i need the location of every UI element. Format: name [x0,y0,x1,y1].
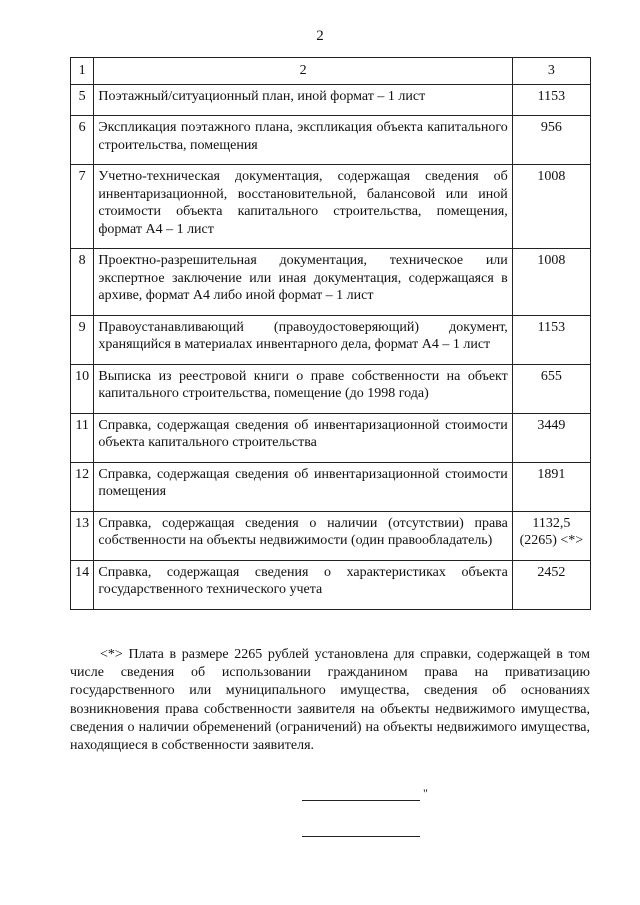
row-number: 5 [71,84,94,116]
row-price: 1153 [512,84,590,116]
row-price: 1008 [512,249,590,316]
signature-line [302,836,420,837]
table-header-row [71,58,591,85]
header-col-1: 1 [71,58,94,85]
table-row [71,462,591,511]
table-row [71,560,591,609]
row-price: 1153 [512,315,590,364]
row-description: Учетно-техническая документация, содержащая сведения об инвентаризационной, восстановительной, балансовой или иной стоимости объекта капитального строительства, помещения, формат А4 – 1 лист [94,165,512,249]
row-number: 7 [71,165,94,249]
row-description: Справка, содержащая сведения о наличии (отсутствии) права собственности на объекты недвижимости (один правообладатель) [94,511,512,560]
row-description: Правоустанавливающий (правоудостоверяющий) документ, хранящийся в материалах инвентарного дела, формат А4 – 1 лист [94,315,512,364]
row-price: 956 [512,116,590,165]
row-price: 1132,5 [532,515,571,531]
signature-line [302,800,420,801]
row-price: 2452 [512,560,590,609]
page-number: 2 [316,28,324,44]
row-description: Справка, содержащая сведения о характеристиках объекта государственного технического учета [94,560,512,609]
row-description: Поэтажный/ситуационный план, иной формат – 1 лист [94,84,512,116]
table-row [71,116,591,165]
row-price-extra: (2265) <*> [519,533,584,548]
row-price: 3449 [512,413,590,462]
table-row [71,413,591,462]
table-row [71,249,591,316]
row-number: 12 [71,462,94,511]
row-number: 10 [71,364,94,413]
header-col-3: 3 [512,58,590,85]
header-col-2: 2 [94,58,512,85]
row-price: 1891 [512,462,590,511]
row-number: 6 [71,116,94,165]
row-price: 655 [512,364,590,413]
table-row [71,84,591,116]
row-description: Выписка из реестровой книги о праве собственности на объект капитального строительства, помещение (до 1998 года) [94,364,512,413]
closing-quote-mark: " [423,786,428,800]
row-number: 14 [71,560,94,609]
row-description: Проектно-разрешительная документация, техническое или экспертное заключение или иная документация, содержащаяся в архиве, формат А4 либо иной формат – 1 лист [94,249,512,316]
table-row [71,315,591,364]
row-description: Справка, содержащая сведения об инвентаризационной стоимости помещения [94,462,512,511]
row-price: 1008 [512,165,590,249]
row-price-cell [512,511,590,560]
table-row [71,165,591,249]
footnote: <*> Плата в размере 2265 рублей установлена для справки, содержащей в том числе сведения об использовании гражданином права на приватизацию государственного или муниципального имущества, сведения об основаниях возникновения права собственности заявителя на объекты недвижимого имущества, сведения о наличии обременений (ограничений) на объекты недвижимого имущества, находящиеся в собственности заявителя. [70,647,590,754]
fee-table [70,57,591,610]
row-description: Экспликация поэтажного плана, экспликация объекта капитального строительства, помещения [94,116,512,165]
row-description: Справка, содержащая сведения об инвентаризационной стоимости объекта капитального строительства [94,413,512,462]
row-number: 13 [71,511,94,560]
table-row [71,364,591,413]
row-number: 8 [71,249,94,316]
row-number: 11 [71,413,94,462]
table-row [71,511,591,560]
row-number: 9 [71,315,94,364]
